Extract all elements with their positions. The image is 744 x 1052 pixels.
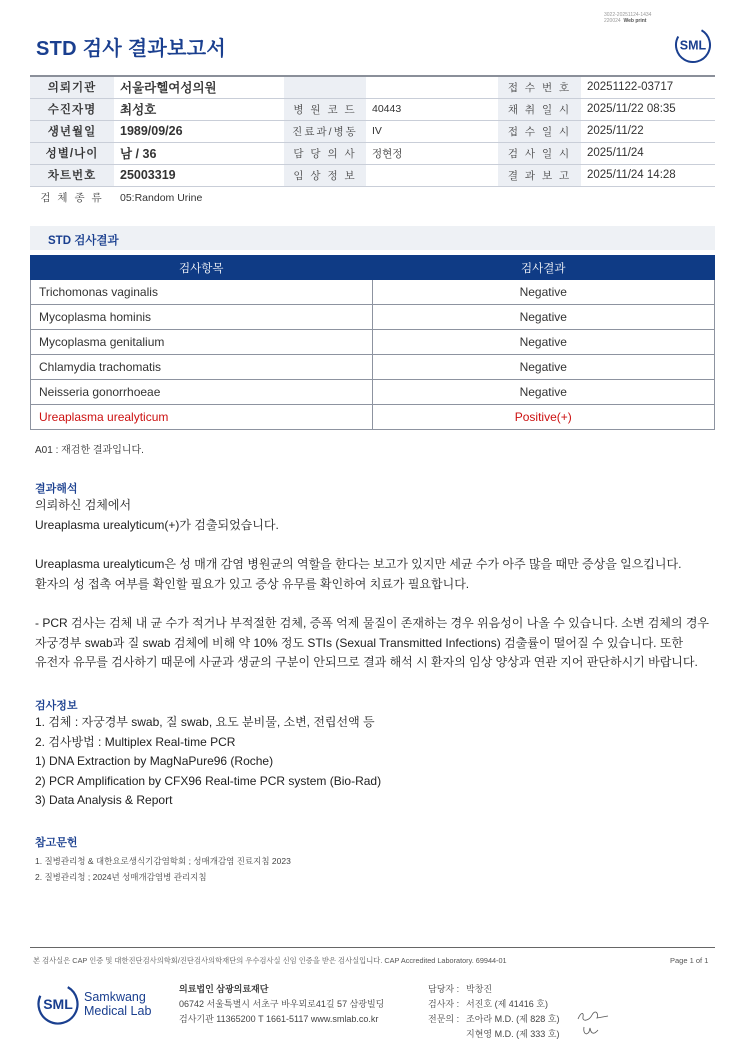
staff-row: [428, 997, 559, 1012]
staff-name: 서진호 (제 41416 호): [466, 999, 548, 1009]
brand-line-1: Samkwang: [84, 990, 146, 1004]
info-value: 25003319: [114, 164, 284, 186]
brand-name: [84, 990, 151, 1018]
result-row: [31, 305, 715, 330]
interpretation-paragraph-3: [35, 614, 709, 673]
info-label: 채 취 일 시: [498, 98, 581, 120]
page-title: STD 검사 결과보고서: [36, 38, 226, 60]
test-result-value: Negative: [372, 280, 715, 305]
info-label: 접 수 번 호: [498, 76, 581, 98]
interp-line: 의뢰하신 검체에서: [35, 498, 132, 512]
org-name: 의료법인 삼광의료재단: [179, 984, 269, 994]
test-item-name: Mycoplasma genitalium: [31, 330, 373, 355]
info-row: [30, 120, 715, 142]
results-section-title: STD 검사결과: [30, 226, 715, 250]
info-value: 남 / 36: [114, 142, 284, 164]
org-contact: 검사기관 11365200 T 1661-5117 www.smlab.co.kr: [179, 1014, 379, 1024]
test-item-name: Chlamydia trachomatis: [31, 355, 373, 380]
print-id-number: 220024: [604, 18, 621, 24]
result-row: [31, 355, 715, 380]
info-value: 2025/11/22 08:35: [581, 98, 715, 120]
info-value: 정현정: [366, 142, 498, 164]
info-value: 40443: [366, 98, 498, 120]
info-label: 검 사 일 시: [498, 142, 581, 164]
interpretation-paragraph-1: [35, 496, 279, 535]
staff-role: 전문의 :: [428, 1014, 460, 1024]
info-label: 차트번호: [30, 164, 114, 186]
info-label: 접 수 일 시: [498, 120, 581, 142]
certification-note: 본 검사실은 CAP 인증 및 대한진단검사의학회/진단검사의학재단의 우수검사실 신임 인증을 받은 검사실입니다. CAP Accredited Laboratory. 69944-01: [33, 956, 507, 965]
header-test-result: 검사결과: [372, 256, 715, 280]
info-row: [30, 76, 715, 98]
interp-line: - PCR 검사는 검체 내 균 수가 적거나 부적절한 검체, 증폭 억제 물질이 존재하는 경우 위음성이 나올 수 있습니다. 소변 검체의 경우: [35, 616, 710, 630]
results-header-row: [31, 256, 715, 280]
info-row: [30, 142, 715, 164]
staff-row: [428, 982, 559, 997]
staff-role: 담당자 :: [428, 984, 460, 994]
result-row: [31, 405, 715, 430]
staff-name: 조아라 M.D. (제 828 호): [466, 1014, 560, 1024]
interp-line: 자궁경부 swab과 질 swab 검체에 비해 약 10% 정도 STIs (Sexual Transmitted Infections) 검출률이 떨어질 수 있습니다. 또한: [35, 635, 684, 650]
results-table: [30, 255, 715, 430]
interp-line: 유전자 유무를 검사하기 때문에 사균과 생균의 구분이 안되므로 결과 해석 시 환자의 임상 양상과 연관 지어 판단하시기 바랍니다.: [35, 655, 698, 669]
test-item-name: Ureaplasma urealyticum: [31, 405, 373, 430]
specimen-label: 검 체 종 류: [30, 186, 114, 209]
info-label: 성별/나이: [30, 142, 114, 164]
specimen-value: 05:Random Urine: [120, 191, 203, 204]
staff-name: 지현영 M.D. (제 333 호): [466, 1029, 560, 1039]
info-value: [366, 76, 498, 98]
info-value: 2025/11/24 14:28: [581, 164, 715, 186]
info-label: 결 과 보 고: [498, 164, 581, 186]
interpretation-heading: 결과해석: [35, 483, 78, 495]
info-value: [366, 164, 498, 186]
test-item-name: Mycoplasma hominis: [31, 305, 373, 330]
info-row: [30, 98, 715, 120]
info-value: 최성호: [114, 98, 284, 120]
test-item-name: Neisseria gonorrhoeae: [31, 380, 373, 405]
print-id: [604, 12, 651, 24]
test-info-line: 1. 검체 : 자궁경부 swab, 질 swab, 요도 분비물, 소변, 전립선액 등: [35, 715, 375, 729]
staff-list: [428, 982, 559, 1042]
print-id-line2: [604, 18, 651, 24]
test-info-line: 2. 검사방법 : Multiplex Real-time PCR: [35, 734, 236, 749]
info-label: 수진자명: [30, 98, 114, 120]
info-label: 의뢰기관: [30, 76, 114, 98]
info-value: 20251122-03717: [581, 76, 715, 98]
test-info-list: [35, 713, 381, 811]
info-label: 임 상 정 보: [284, 164, 366, 186]
test-result-value: Positive(+): [372, 405, 715, 430]
page-number: Page 1 of 1: [670, 956, 709, 965]
brand-line-2: Medical Lab: [84, 1004, 152, 1018]
references-heading: 참고문헌: [35, 837, 78, 849]
footer-divider: [30, 947, 715, 948]
info-value: 2025/11/22: [581, 120, 715, 142]
patient-info-table: [30, 75, 715, 209]
signature-icon: [580, 1024, 602, 1038]
specimen-row: [30, 186, 715, 209]
staff-name: 박창진: [466, 984, 493, 994]
result-row: [31, 330, 715, 355]
info-value: 2025/11/24: [581, 142, 715, 164]
print-id-line1: 3022-20251124-1434: [604, 12, 652, 18]
info-value: 1989/09/26: [114, 120, 284, 142]
interp-line: Ureaplasma urealyticum은 성 매개 감염 병원균의 역할을 한다는 보고가 있지만 세균 수가 아주 많을 때만 증상을 일으킵니다.: [35, 557, 682, 571]
interp-line: Ureaplasma urealyticum(+)가 검출되었습니다.: [35, 517, 279, 532]
interpretation-paragraph-2: [35, 555, 681, 594]
test-info-line: 1) DNA Extraction by MagNaPure96 (Roche): [35, 754, 274, 768]
recheck-note: A01 : 재검한 결과입니다.: [35, 445, 144, 456]
org-address: 06742 서울특별시 서초구 바우뫼로41길 57 삼광빌딩: [179, 999, 385, 1009]
sml-logo-icon: [674, 26, 712, 64]
test-result-value: Negative: [372, 355, 715, 380]
reference-line: 2. 질병관리청 ; 2024년 성매개감염병 관리지침: [35, 872, 207, 882]
interp-line: 환자의 성 접촉 여부를 확인할 필요가 있고 증상 유무를 확인하여 치료가 필요합니다.: [35, 576, 470, 591]
info-value: 서울라헬여성의원: [114, 76, 284, 98]
result-row: [31, 380, 715, 405]
logo-text: SML: [679, 38, 707, 53]
info-label: 병 원 코 드: [284, 98, 366, 120]
info-row: [30, 164, 715, 186]
staff-row: [428, 1012, 559, 1027]
print-label: Web print: [623, 18, 647, 24]
test-info-line: 3) Data Analysis & Report: [35, 793, 173, 807]
info-label: 담 당 의 사: [284, 142, 366, 164]
result-row: [31, 280, 715, 305]
info-label: 진료과/병동: [284, 120, 366, 142]
staff-role: 검사자 :: [428, 999, 460, 1009]
samkwang-logo-icon: [36, 982, 80, 1026]
test-result-value: Negative: [372, 305, 715, 330]
info-value: IV: [366, 120, 498, 142]
staff-row: [428, 1027, 559, 1042]
info-label: 생년월일: [30, 120, 114, 142]
test-result-value: Negative: [372, 330, 715, 355]
signature-icon: [575, 1010, 611, 1024]
footer-logo-text: SML: [43, 996, 73, 1012]
test-item-name: Trichomonas vaginalis: [31, 280, 373, 305]
header-test-item: 검사항목: [31, 256, 373, 280]
references-list: [35, 853, 291, 885]
test-info-heading: 검사정보: [35, 700, 78, 712]
reference-line: 1. 질병관리청 & 대한요로생식기감염학회 ; 성매개감염 진료지침 2023: [35, 856, 291, 866]
test-info-line: 2) PCR Amplification by CFX96 Real-time PCR system (Bio-Rad): [35, 773, 382, 788]
test-result-value: Negative: [372, 380, 715, 405]
info-label: [284, 76, 366, 98]
organization-info: [179, 982, 384, 1027]
